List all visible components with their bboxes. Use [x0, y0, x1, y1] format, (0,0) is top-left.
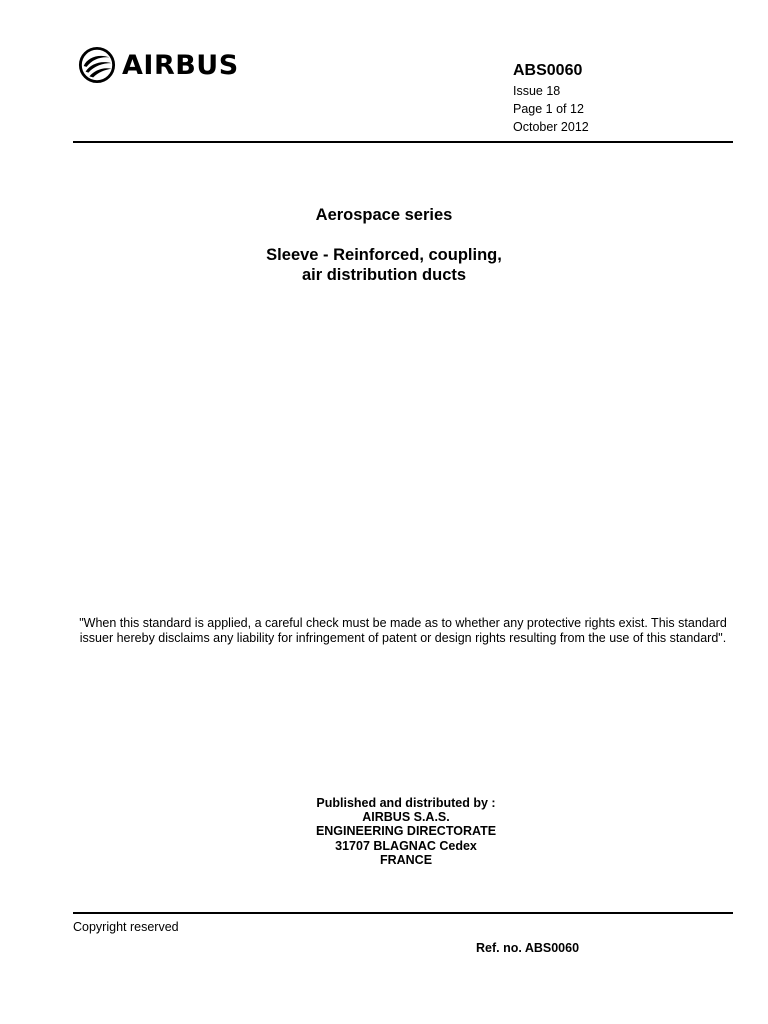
issue-date: October 2012: [513, 120, 589, 134]
publisher-company: AIRBUS S.A.S.: [362, 810, 450, 825]
page-indicator: Page 1 of 12: [513, 102, 584, 116]
copyright-notice: Copyright reserved: [73, 920, 179, 934]
document-meta: [513, 61, 589, 136]
logo-wordmark: AIRBUS: [122, 49, 239, 81]
disclaimer-text: "When this standard is applied, a careful check must be made as to whether any protective rights exist. This standard issuer hereby disclaims any liability for infringement of patent or design rights resulting from the use of this standard".: [79, 616, 727, 645]
document-code: ABS0060: [513, 62, 583, 79]
publisher-block: [0, 796, 768, 867]
publisher-department: ENGINEERING DIRECTORATE: [315, 824, 497, 839]
title-line-1: Sleeve - Reinforced, coupling,: [266, 246, 502, 264]
issue-number: Issue 18: [513, 84, 561, 98]
airbus-logo: [78, 46, 239, 84]
footer-divider: [73, 912, 733, 914]
header-divider: [73, 141, 733, 143]
publisher-intro: Published and distributed by :: [316, 796, 496, 810]
reference-number: Ref. no. ABS0060: [476, 941, 580, 955]
publisher-country: FRANCE: [379, 852, 433, 867]
publisher-address: 31707 BLAGNAC Cedex: [335, 838, 477, 853]
airbus-emblem-icon: [78, 46, 116, 84]
title-line-2: air distribution ducts: [301, 266, 467, 284]
document-title: [0, 205, 768, 285]
series-title: Aerospace series: [315, 206, 453, 224]
